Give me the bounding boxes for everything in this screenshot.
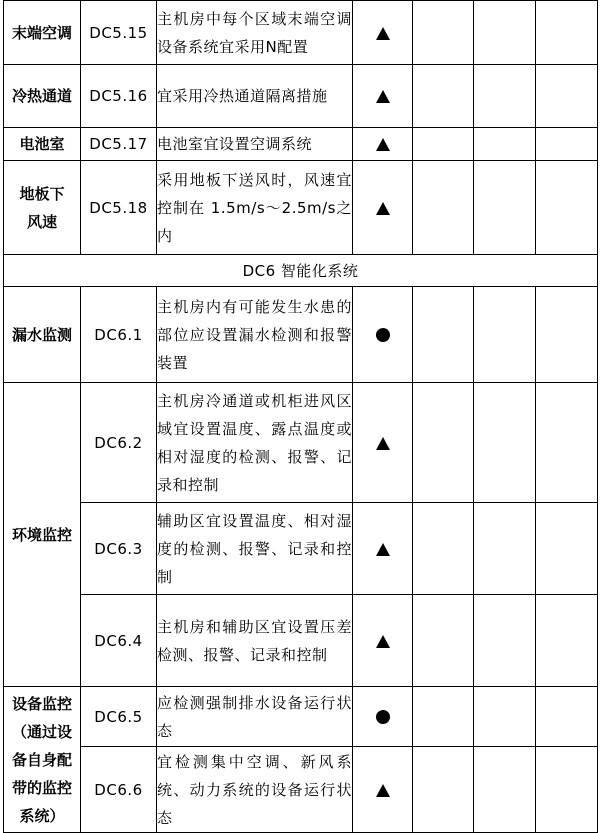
triangle-icon bbox=[376, 635, 390, 648]
requirement-cell: 主机房内有可能发生水患的部位应设置漏水检测和报警装置 bbox=[157, 287, 353, 383]
triangle-icon bbox=[376, 543, 390, 556]
blank-cell bbox=[474, 747, 536, 833]
blank-cell bbox=[413, 595, 474, 687]
blank-cell bbox=[536, 287, 598, 383]
table-row bbox=[4, 595, 598, 687]
table-row bbox=[4, 287, 598, 383]
table-row bbox=[4, 128, 598, 161]
table-row bbox=[4, 65, 598, 128]
symbol-cell bbox=[353, 287, 413, 383]
triangle-icon bbox=[376, 27, 390, 40]
requirements-table bbox=[3, 0, 598, 833]
symbol-cell bbox=[353, 687, 413, 747]
code-cell: DC6.4 bbox=[81, 595, 157, 687]
section-row bbox=[4, 255, 598, 287]
table-row bbox=[4, 383, 598, 503]
blank-cell bbox=[413, 287, 474, 383]
category-cell: 冷热通道 bbox=[4, 65, 81, 128]
triangle-icon bbox=[376, 202, 390, 215]
blank-cell bbox=[413, 383, 474, 503]
section-title: DC6 智能化系统 bbox=[4, 255, 598, 287]
triangle-icon bbox=[376, 784, 390, 797]
category-cell: 漏水监测 bbox=[4, 287, 81, 383]
table-row bbox=[4, 687, 598, 747]
blank-cell bbox=[413, 687, 474, 747]
blank-cell bbox=[474, 1, 536, 65]
blank-cell bbox=[536, 161, 598, 255]
triangle-icon bbox=[376, 90, 390, 103]
blank-cell bbox=[413, 161, 474, 255]
symbol-cell bbox=[353, 383, 413, 503]
blank-cell bbox=[536, 65, 598, 128]
blank-cell bbox=[536, 595, 598, 687]
category-cell: 地板下风速 bbox=[4, 161, 81, 255]
requirement-cell: 辅助区宜设置温度、相对湿度的检测、报警、记录和控制 bbox=[157, 503, 353, 595]
category-cell: 环境监控 bbox=[4, 383, 81, 687]
blank-cell bbox=[474, 65, 536, 128]
code-cell: DC6.2 bbox=[81, 383, 157, 503]
requirement-cell: 宜采用冷热通道隔离措施 bbox=[157, 65, 353, 128]
category-cell: 末端空调 bbox=[4, 1, 81, 65]
symbol-cell bbox=[353, 595, 413, 687]
code-cell: DC6.3 bbox=[81, 503, 157, 595]
requirement-cell: 主机房冷通道或机柜进风区域宜设置温度、露点温度或相对湿度的检测、报警、记录和控制 bbox=[157, 383, 353, 503]
table-row bbox=[4, 161, 598, 255]
symbol-cell bbox=[353, 128, 413, 161]
blank-cell bbox=[413, 65, 474, 128]
blank-cell bbox=[536, 687, 598, 747]
requirement-cell: 电池室宜设置空调系统 bbox=[157, 128, 353, 161]
code-cell: DC5.15 bbox=[81, 1, 157, 65]
code-cell: DC5.18 bbox=[81, 161, 157, 255]
symbol-cell bbox=[353, 1, 413, 65]
blank-cell bbox=[536, 383, 598, 503]
table-row bbox=[4, 747, 598, 833]
blank-cell bbox=[413, 128, 474, 161]
code-cell: DC5.16 bbox=[81, 65, 157, 128]
requirement-cell: 主机房中每个区域末端空调设备系统宜采用N配置 bbox=[157, 1, 353, 65]
blank-cell bbox=[474, 287, 536, 383]
blank-cell bbox=[474, 503, 536, 595]
blank-cell bbox=[474, 128, 536, 161]
blank-cell bbox=[536, 503, 598, 595]
blank-cell bbox=[413, 747, 474, 833]
requirement-cell: 采用地板下送风时，风速宜控制在 1.5m/s～2.5m/s之内 bbox=[157, 161, 353, 255]
blank-cell bbox=[536, 1, 598, 65]
table-row bbox=[4, 1, 598, 65]
code-cell: DC6.1 bbox=[81, 287, 157, 383]
blank-cell bbox=[474, 595, 536, 687]
circle-icon bbox=[376, 328, 390, 342]
symbol-cell bbox=[353, 161, 413, 255]
code-cell: DC6.5 bbox=[81, 687, 157, 747]
requirement-cell: 主机房和辅助区宜设置压差检测、报警、记录和控制 bbox=[157, 595, 353, 687]
symbol-cell bbox=[353, 503, 413, 595]
blank-cell bbox=[413, 503, 474, 595]
category-cell: 设备监控（通过设备自身配带的监控系统） bbox=[4, 687, 81, 833]
code-cell: DC5.17 bbox=[81, 128, 157, 161]
circle-icon bbox=[376, 710, 390, 724]
category-cell: 电池室 bbox=[4, 128, 81, 161]
blank-cell bbox=[474, 383, 536, 503]
blank-cell bbox=[536, 128, 598, 161]
requirement-cell: 宜检测集中空调、新风系统、动力系统的设备运行状态 bbox=[157, 747, 353, 833]
symbol-cell bbox=[353, 747, 413, 833]
blank-cell bbox=[474, 161, 536, 255]
triangle-icon bbox=[376, 138, 390, 151]
blank-cell bbox=[536, 747, 598, 833]
table-row bbox=[4, 503, 598, 595]
triangle-icon bbox=[376, 437, 390, 450]
code-cell: DC6.6 bbox=[81, 747, 157, 833]
symbol-cell bbox=[353, 65, 413, 128]
blank-cell bbox=[413, 1, 474, 65]
requirement-cell: 应检测强制排水设备运行状态 bbox=[157, 687, 353, 747]
blank-cell bbox=[474, 687, 536, 747]
